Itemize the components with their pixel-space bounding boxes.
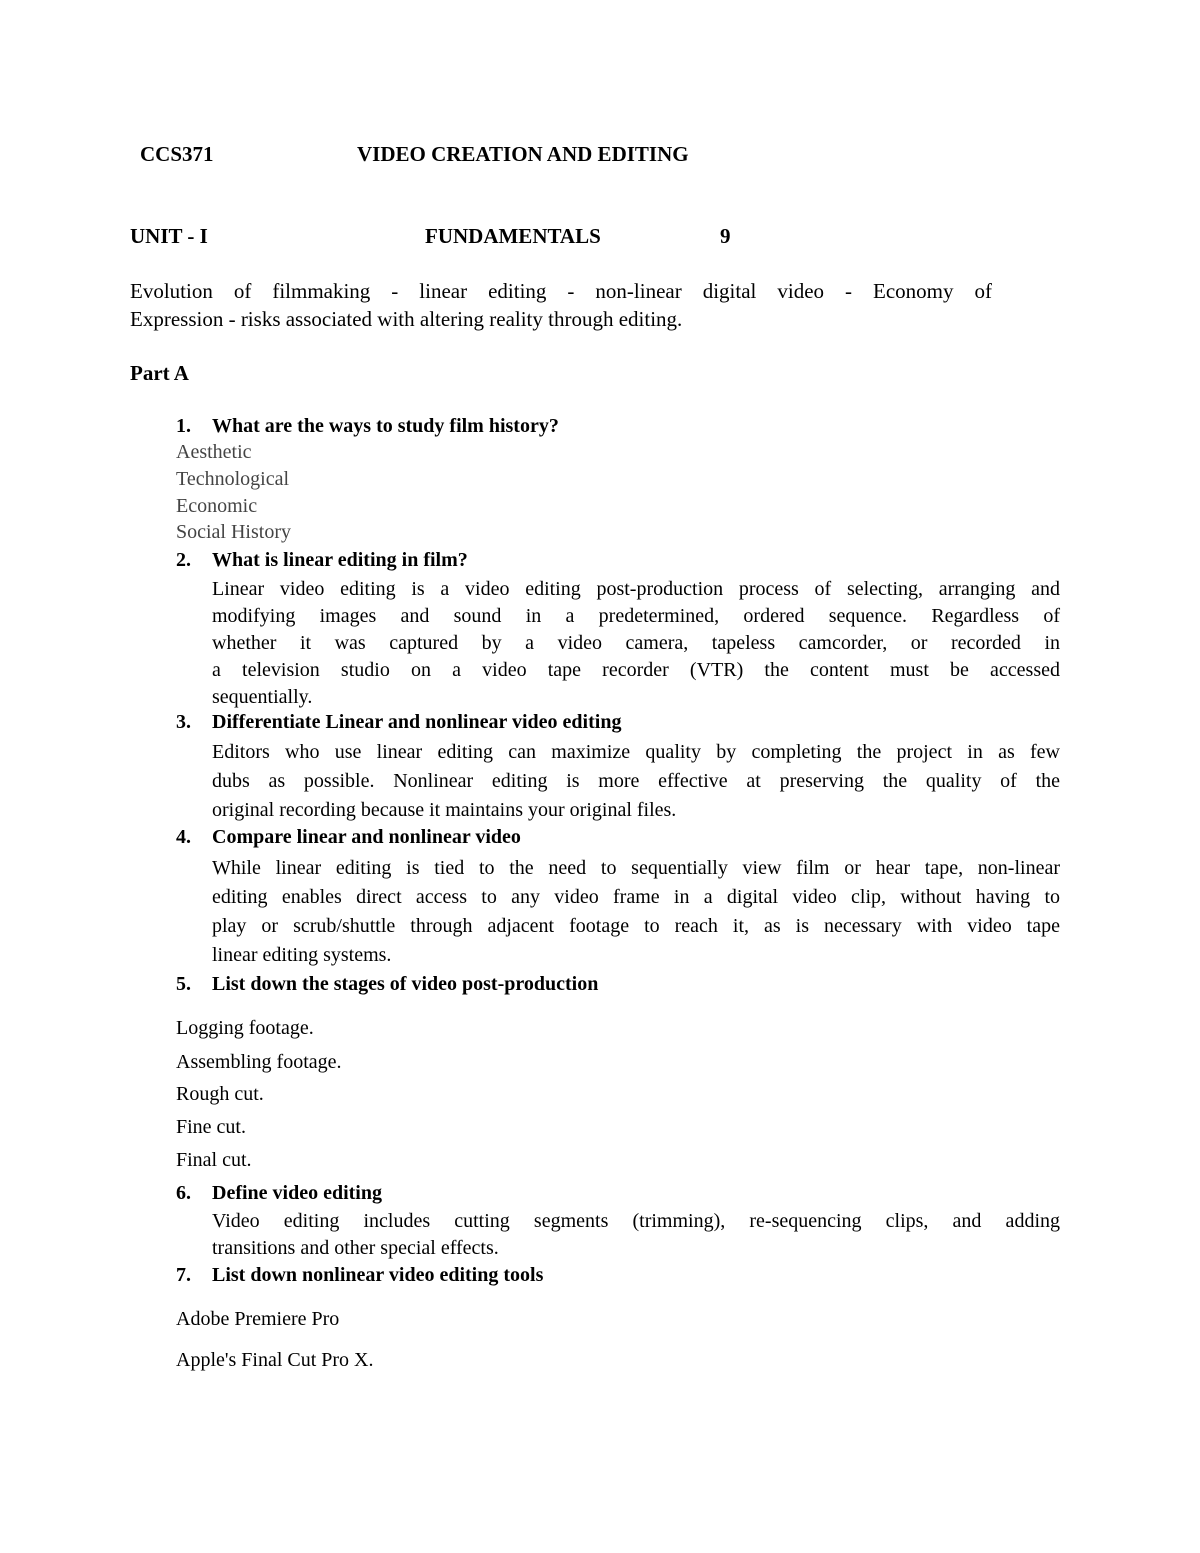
answer-item: Final cut. (176, 1149, 252, 1171)
answer-item: Fine cut. (176, 1116, 246, 1138)
question-number: 1. (176, 415, 191, 437)
answer-line: linear editing systems. (212, 944, 392, 966)
question-text: Define video editing (212, 1182, 382, 1204)
question-number: 7. (176, 1264, 191, 1286)
answer-line: editing enables direct access to any video frame in a digital video clip, without having to (212, 886, 1060, 908)
unit-title: FUNDAMENTALS (425, 224, 601, 248)
question-number: 2. (176, 549, 191, 571)
question-text: What are the ways to study film history? (212, 415, 559, 437)
answer-item: Technological (176, 468, 289, 490)
unit-label: UNIT - I (130, 224, 208, 248)
answer-line: dubs as possible. Nonlinear editing is more effective at preserving the quality of the (212, 770, 1060, 792)
answer-line: a television studio on a video tape recorder (VTR) the content must be accessed (212, 659, 1060, 681)
answer-paragraph (212, 738, 1060, 825)
answer-item: Aesthetic (176, 441, 252, 463)
answer-line: modifying images and sound in a predetermined, ordered sequence. Regardless of (212, 605, 1060, 627)
answer-item: Logging footage. (176, 1017, 314, 1039)
answer-item: Economic (176, 495, 258, 517)
syllabus-line-2: Expression - risks associated with altering reality through editing. (130, 307, 683, 331)
answer-item: Adobe Premiere Pro (176, 1308, 340, 1330)
answer-line: Video editing includes cutting segments (trimming), re-sequencing clips, and adding (212, 1210, 1060, 1232)
answer-paragraph (212, 1208, 1060, 1262)
part-heading: Part A (130, 361, 189, 385)
unit-hours: 9 (720, 224, 731, 248)
answer-line: sequentially. (212, 686, 313, 708)
answer-item: Apple's Final Cut Pro X. (176, 1349, 374, 1371)
answer-line: Editors who use linear editing can maximize quality by completing the project in as few (212, 741, 1060, 763)
question-text: List down nonlinear video editing tools (212, 1264, 544, 1286)
answer-line: While linear editing is tied to the need to sequentially view film or hear tape, non-linear (212, 857, 1060, 879)
question-number: 5. (176, 973, 191, 995)
answer-item: Social History (176, 521, 291, 543)
answer-line: transitions and other special effects. (212, 1237, 499, 1259)
question-text: Differentiate Linear and nonlinear video editing (212, 711, 622, 733)
question-number: 6. (176, 1182, 191, 1204)
question-number: 4. (176, 826, 191, 848)
answer-paragraph (212, 854, 1060, 970)
answer-item: Rough cut. (176, 1083, 264, 1105)
question-text: List down the stages of video post-production (212, 973, 599, 995)
course-code: CCS371 (140, 142, 214, 166)
answer-line: play or scrub/shuttle through adjacent footage to reach it, as is necessary with video tape (212, 915, 1060, 937)
answer-item: Assembling footage. (176, 1051, 342, 1073)
question-number: 3. (176, 711, 191, 733)
question-text: Compare linear and nonlinear video (212, 826, 521, 848)
answer-line: whether it was captured by a video camera, tapeless camcorder, or recorded in (212, 632, 1060, 654)
syllabus-line-1: Evolution of filmmaking - linear editing - non-linear digital video - Economy of (130, 279, 992, 303)
course-title: VIDEO CREATION AND EDITING (357, 142, 689, 166)
answer-line: Linear video editing is a video editing post-production process of selecting, arranging and (212, 578, 1060, 600)
question-text: What is linear editing in film? (212, 549, 468, 571)
answer-paragraph (212, 576, 1060, 711)
answer-line: original recording because it maintains your original files. (212, 799, 677, 821)
